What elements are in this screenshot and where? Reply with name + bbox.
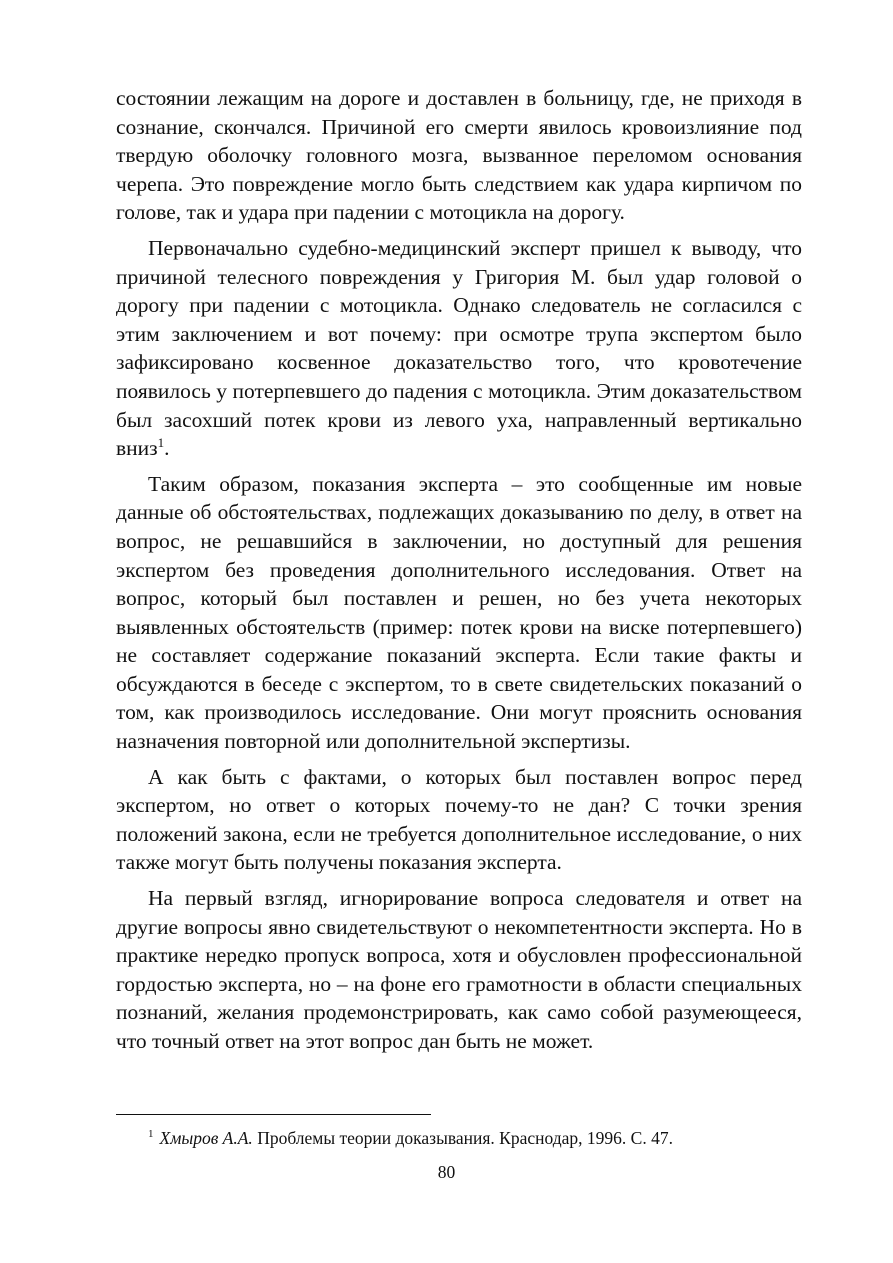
footnote-text: Проблемы теории доказывания. Краснодар, 1996. С. 47. xyxy=(257,1128,673,1148)
paragraph-4: А как быть с фактами, о которых был поставлен вопрос перед экспертом, но ответ о которых почему-то не дан? С точки зрения положений закона, если не требуется дополнительное исследование, о них также могут быть получены показания эксперта. xyxy=(116,764,802,875)
paragraph-1: состоянии лежащим на дороге и доставлен в больницу, где, не приходя в сознание, скончался. Причиной его смерти явилось кровоизлияние под твердую оболочку головного мозга, вызванное переломом основания черепа. Это повреждение могло быть следствием как удара кирпичом по голове, так и удара при падении с мотоцикла на дорогу. xyxy=(116,86,802,225)
footnote-separator xyxy=(116,1114,431,1115)
footnote xyxy=(148,1126,808,1150)
paragraph-3: Таким образом, показания эксперта – это сообщенные им новые данные об обстоятельствах, подлежащих доказыванию по делу, в ответ на вопрос, не решавшийся в заключении, но доступный для решения экспертом без проведения дополнительного исследования. Ответ на вопрос, который был поставлен и решен, но без учета некоторых выявленных обстоятельств (пример: потек крови на виске потерпевшего) не составляет содержание показаний эксперта. Если такие факты и обсуждаются в беседе с экспертом, то в свете свидетельских показаний о том, как производилось исследование. Они могут прояснить основания назначения повторной или дополнительной экспертизы. xyxy=(116,471,802,754)
footnote-reference: 1 xyxy=(157,434,165,450)
paragraph-5: На первый взгляд, игнорирование вопроса следователя и ответ на другие вопросы явно свидетельствуют о некомпетентности эксперта. Но в практике нередко пропуск вопроса, хотя и обусловлен профессиональной гордостью эксперта, но – на фоне его грамотности в области специальных познаний, желания продемонстрировать, как само собой разумеющееся, что точный ответ на этот вопрос дан быть не может. xyxy=(116,886,802,1053)
page-body xyxy=(116,84,802,1063)
paragraph-2-text: Первоначально судебно-медицинский эксперт пришел к выводу, что причиной телесного повреждения у Григория М. был удар головой о дорогу при падении с мотоцикла. Однако следователь не согласился с этим заключением и вот почему: при осмотре трупа экспертом было зафиксировано косвенное доказательство того, что кровотечение появилось у потерпевшего до падения с мотоцикла. Этим доказательством был засохший потек крови из левого уха, направленный вертикально вниз xyxy=(116,235,802,461)
footnote-marker: 1 xyxy=(148,1128,154,1141)
paragraph-2-end: . xyxy=(164,436,170,461)
paragraph-2 xyxy=(116,234,802,463)
footnote-author: Хмыров А.А. xyxy=(159,1128,253,1148)
page-number: 80 xyxy=(437,1162,456,1182)
